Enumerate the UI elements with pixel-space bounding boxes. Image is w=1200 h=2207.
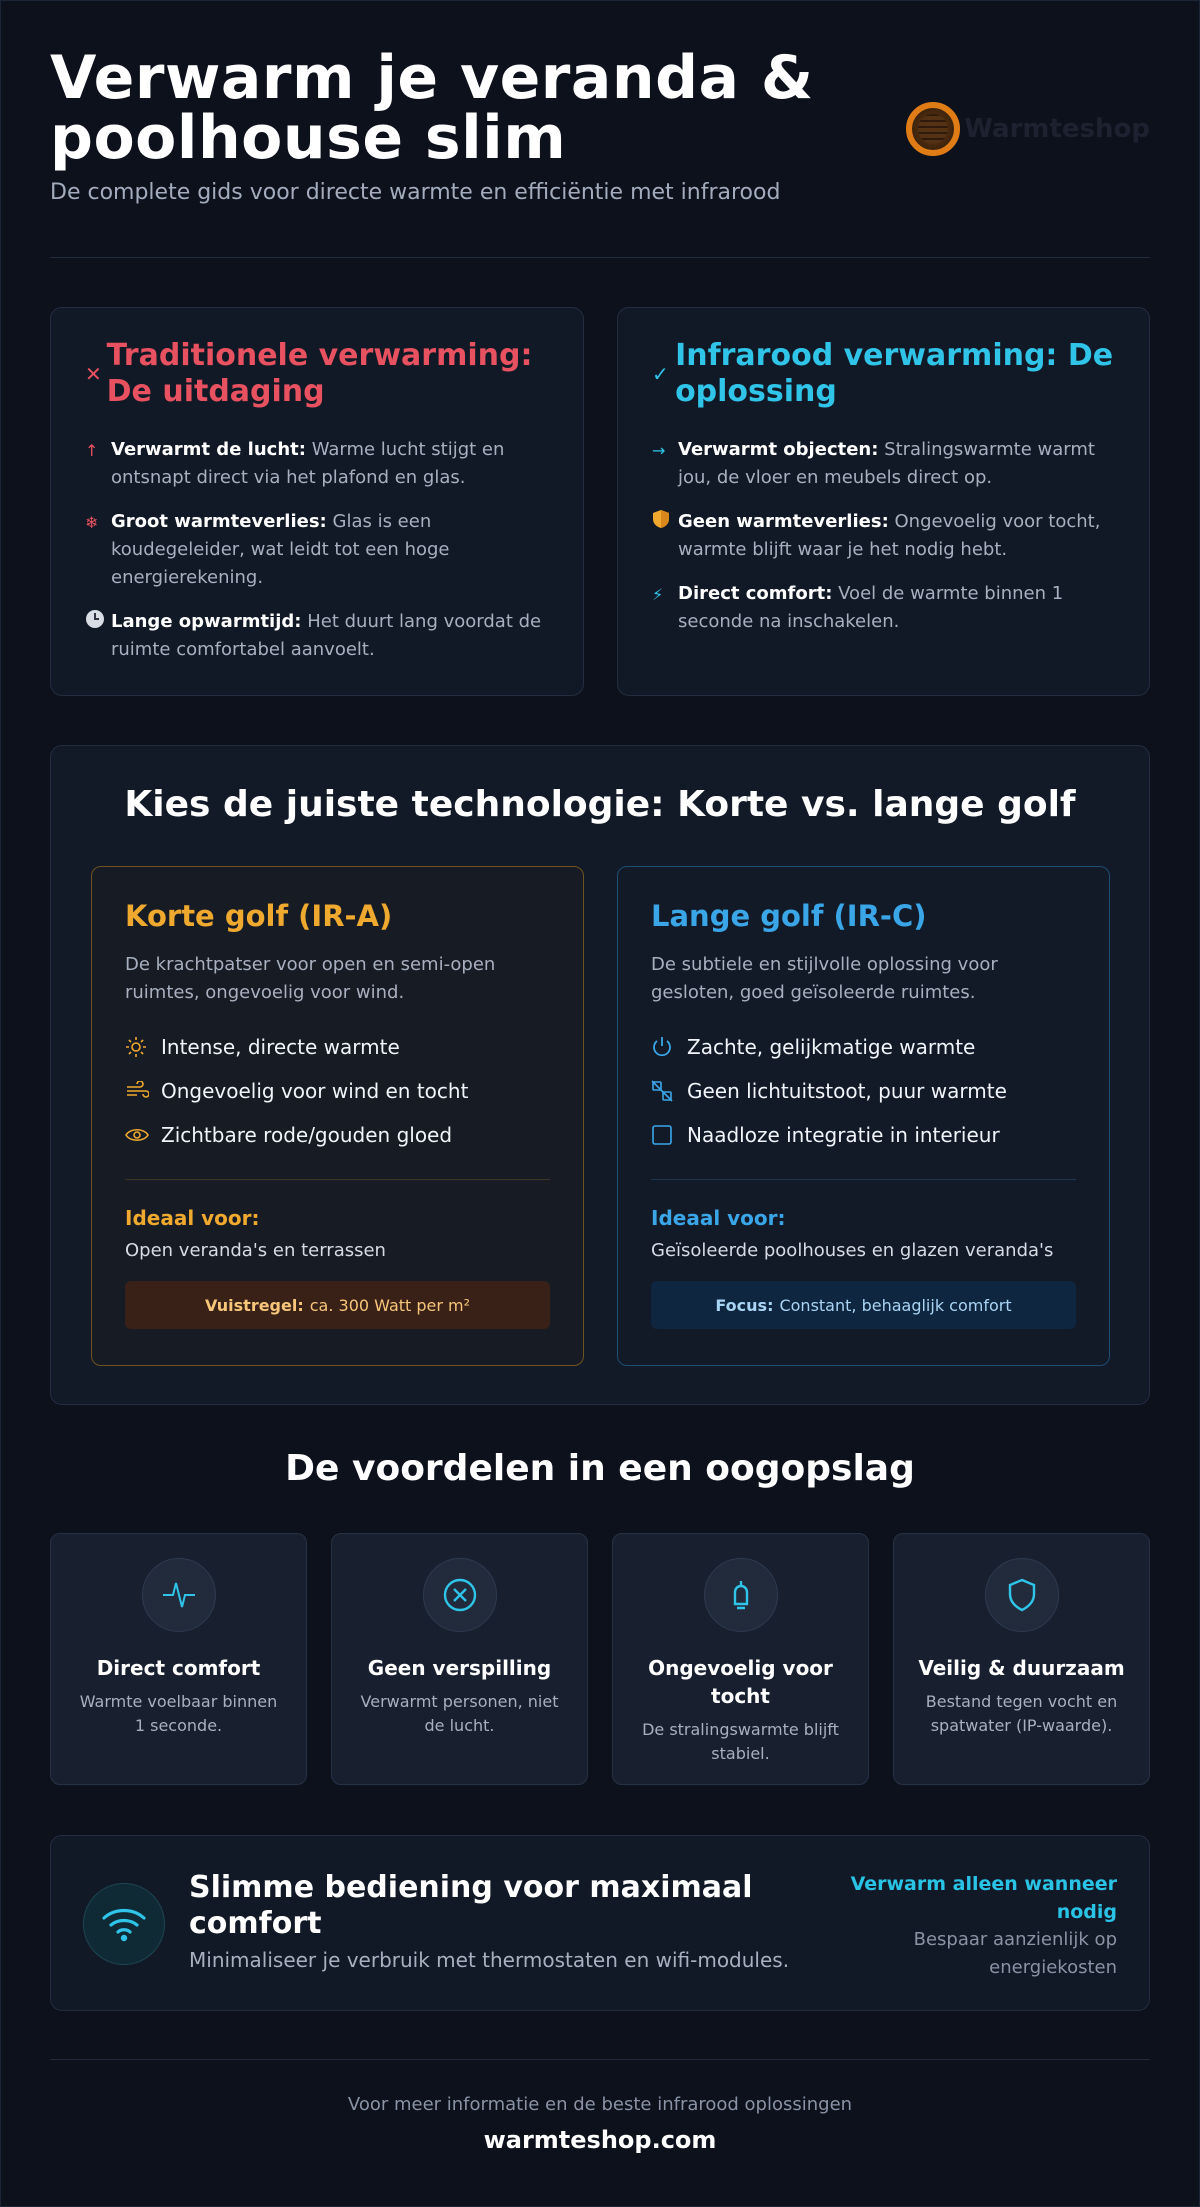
long-wave-title: Lange golf (IR-C): [651, 899, 927, 933]
smart-title: Slimme bediening voor maximaal comfort: [189, 1870, 753, 1941]
list-item: Geen warmteverlies: Ongevoelig voor tocht, warmte blijft waar je het nodig hebt.: [652, 508, 1115, 564]
eye-icon: [125, 1126, 161, 1144]
long-wave-ideal-label: Ideaal voor:: [651, 1206, 786, 1230]
list-item: ❄ Groot warmteverlies: Glas is een koudegeleider, wat leidt tot een hoge energierekening.: [85, 508, 549, 592]
feature-item: Zichtbare rode/gouden gloed: [125, 1113, 550, 1157]
smart-highlight: [807, 1870, 1117, 1982]
short-wave-description: De krachtpatser voor open en semi-open ruimtes, ongevoelig voor wind.: [125, 954, 496, 1003]
benefit-title: Ongevoelig voor tocht: [648, 1656, 833, 1708]
list-item: ↑ Verwarmt de lucht: Warme lucht stijgt en ontsnapt direct via het plafond en glas.: [85, 436, 549, 492]
logo-text: Warmteshop: [964, 114, 1150, 144]
snowflake-icon: ❄: [85, 513, 99, 532]
short-wave-card: [91, 866, 584, 1366]
smart-highlight-subtext: Bespaar aanzienlijk op energiekosten: [913, 1929, 1117, 1978]
benefit-title: Geen verspilling: [367, 1656, 552, 1680]
long-wave-features: [651, 1025, 1076, 1157]
bell-icon: [704, 1558, 778, 1632]
traditional-card: [50, 307, 584, 696]
sun-icon: [125, 1036, 161, 1058]
smart-highlight-title: Verwarm alleen wanneer nodig: [850, 1873, 1117, 1923]
feature-item: Intense, directe warmte: [125, 1025, 550, 1069]
header: [50, 43, 1150, 205]
benefits-title: De voordelen in een oogopslag: [285, 1448, 915, 1489]
divider: [651, 1179, 1076, 1180]
benefit-text: Bestand tegen vocht en spatwater (IP-waarde).: [925, 1692, 1118, 1735]
technology-section: [50, 745, 1150, 1405]
infrared-title: Infrarood verwarming: De oplossing: [675, 338, 1114, 409]
technology-title: Kies de juiste technologie: Korte vs. lange golf: [124, 784, 1076, 825]
benefit-text: Verwarmt personen, niet de lucht.: [360, 1692, 559, 1735]
long-wave-ideal-text: Geïsoleerde poolhouses en glazen veranda's: [651, 1240, 1054, 1261]
footer-url-link[interactable]: warmteshop.com: [483, 2126, 717, 2154]
rule-badge: Vuistregel: ca. 300 Watt per m²: [125, 1281, 550, 1329]
wifi-icon: [83, 1883, 165, 1965]
long-wave-description: De subtiele en stijlvolle oplossing voor gesloten, goed geïsoleerde ruimtes.: [651, 954, 998, 1003]
page-subtitle: De complete gids voor directe warmte en efficiëntie met infrarood: [50, 180, 781, 205]
wind-icon: [125, 1081, 161, 1101]
focus-badge: Focus: Constant, behaaglijk comfort: [651, 1281, 1076, 1329]
pulse-icon: [142, 1558, 216, 1632]
arrow-up-icon: ↑: [85, 441, 99, 460]
benefit-card: [50, 1533, 307, 1785]
short-wave-title: Korte golf (IR-A): [125, 899, 393, 933]
power-icon: [651, 1036, 687, 1058]
benefit-text: Warmte voelbaar binnen 1 seconde.: [79, 1692, 278, 1735]
check-icon: ✓: [652, 362, 669, 386]
clock-icon: [85, 608, 111, 664]
feature-item: Naadloze integratie in interieur: [651, 1113, 1076, 1157]
lightning-icon: ⚡: [652, 585, 664, 604]
feature-item: Zachte, gelijkmatige warmte: [651, 1025, 1076, 1069]
short-wave-features: [125, 1025, 550, 1157]
benefit-text: De stralingswarmte blijft stabiel.: [642, 1720, 839, 1763]
header-divider: [50, 257, 1150, 258]
shield-icon: [652, 508, 678, 564]
traditional-list: [85, 436, 549, 664]
infrared-list: [652, 436, 1115, 636]
light-off-icon: [651, 1080, 687, 1102]
arrow-right-icon: →: [652, 441, 666, 460]
smart-text: Minimaliseer je verbruik met thermostaten en wifi-modules.: [189, 1948, 790, 1972]
infrared-card: [617, 307, 1150, 696]
benefit-title: Direct comfort: [96, 1656, 261, 1680]
feature-item: Ongevoelig voor wind en tocht: [125, 1069, 550, 1113]
logo-heater-icon: [906, 102, 960, 156]
smart-control-banner: [50, 1835, 1150, 2011]
page-title: Verwarm je veranda & poolhouse slim: [50, 43, 814, 173]
shield-icon: [985, 1558, 1059, 1632]
logo[interactable]: [906, 102, 1150, 156]
divider: [125, 1179, 550, 1180]
list-item: ⚡ Direct comfort: Voel de warmte binnen 1 seconde na inschakelen.: [652, 580, 1115, 636]
traditional-title: Traditionele verwarming: De uitdaging: [106, 338, 533, 409]
short-wave-ideal-text: Open veranda's en terrassen: [125, 1240, 386, 1261]
list-item: Lange opwarmtijd: Het duurt lang voordat de ruimte comfortabel aanvoelt.: [85, 608, 549, 664]
square-icon: [651, 1124, 687, 1146]
benefit-title: Veilig & duurzaam: [918, 1656, 1125, 1680]
benefit-card: [893, 1533, 1150, 1785]
circle-x-icon: [423, 1558, 497, 1632]
x-icon: ✕: [85, 362, 102, 386]
footer-text: Voor meer informatie en de beste infrarood oplossingen: [347, 2094, 853, 2115]
benefit-card: [612, 1533, 869, 1785]
benefit-card: [331, 1533, 588, 1785]
long-wave-card: [617, 866, 1110, 1366]
footer-divider: [50, 2059, 1150, 2060]
short-wave-ideal-label: Ideaal voor:: [125, 1206, 260, 1230]
feature-item: Geen lichtuitstoot, puur warmte: [651, 1069, 1076, 1113]
list-item: → Verwarmt objecten: Stralingswarmte warmt jou, de vloer en meubels direct op.: [652, 436, 1115, 492]
